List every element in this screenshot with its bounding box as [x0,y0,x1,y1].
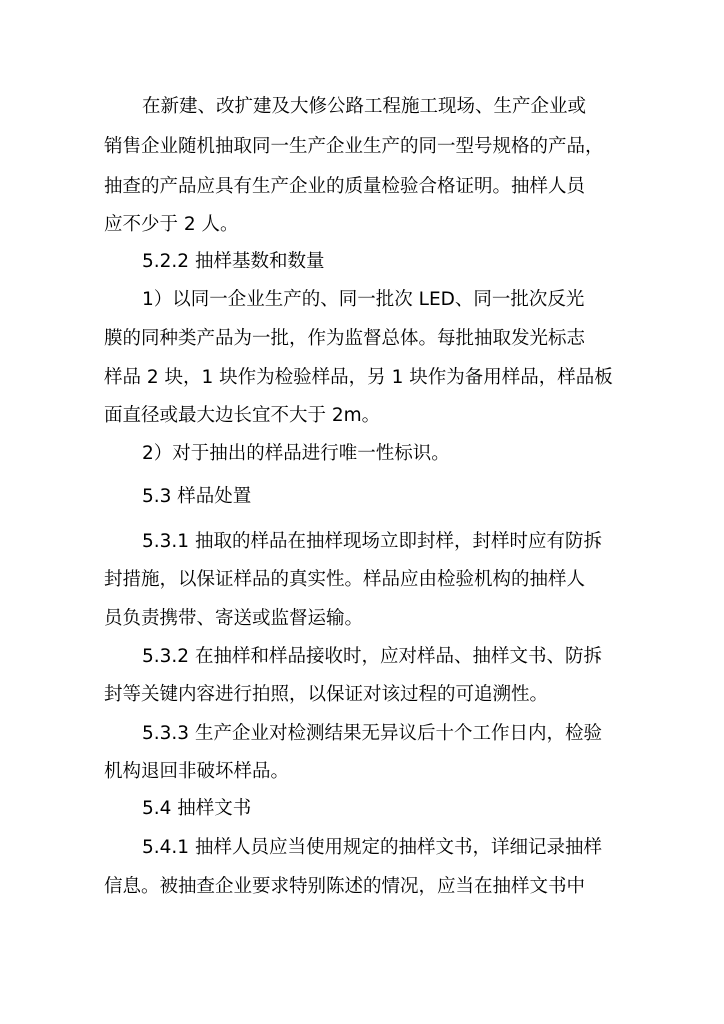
paragraph-line: 应不少于 2 人。 [104,214,239,235]
paragraph-line: 封等关键内容进行拍照，以保证对该过程的可追溯性。 [104,684,549,705]
paragraph-line: 5.3.2 在抽样和样品接收时，应对样品、抽样文书、防拆 [142,646,602,667]
section-heading: 5.2.2 抽样基数和数量 [142,251,325,272]
paragraph-line: 2）对于抽出的样品进行唯一性标识。 [142,443,450,464]
paragraph-line: 面直径或最大边长宜不大于 2m。 [104,405,381,426]
paragraph-line: 信息。被抽查企业要求特别陈述的情况，应当在抽样文书中 [104,876,586,897]
section-heading: 5.4 抽样文书 [142,798,252,819]
paragraph-line: 销售企业随机抽取同一生产企业生产的同一型号规格的产品， [104,136,604,157]
paragraph-line: 膜的同种类产品为一批，作为监督总体。每批抽取发光标志 [104,328,586,349]
paragraph-line: 在新建、改扩建及大修公路工程施工现场、生产企业或 [142,96,587,117]
paragraph-line: 5.3.3 生产企业对检测结果无异议后十个工作日内，检验 [142,723,602,744]
paragraph-line: 抽查的产品应具有生产企业的质量检验合格证明。抽样人员 [104,176,586,197]
paragraph-line: 员负责携带、寄送或监督运输。 [104,608,364,629]
paragraph-line: 5.4.1 抽样人员应当使用规定的抽样文书，详细记录抽样 [142,837,602,858]
paragraph-line: 5.3.1 抽取的样品在抽样现场立即封样，封样时应有防拆 [142,531,602,552]
section-heading: 5.3 样品处置 [142,486,252,507]
paragraph-line: 1）以同一企业生产的、同一批次 LED、同一批次反光 [142,289,585,310]
paragraph-line: 机构退回非破坏样品。 [104,761,290,782]
paragraph-line: 封措施，以保证样品的真实性。样品应由检验机构的抽样人 [104,569,586,590]
paragraph-line: 样品 2 块，1 块作为检验样品，另 1 块作为备用样品，样品板 [104,367,613,388]
